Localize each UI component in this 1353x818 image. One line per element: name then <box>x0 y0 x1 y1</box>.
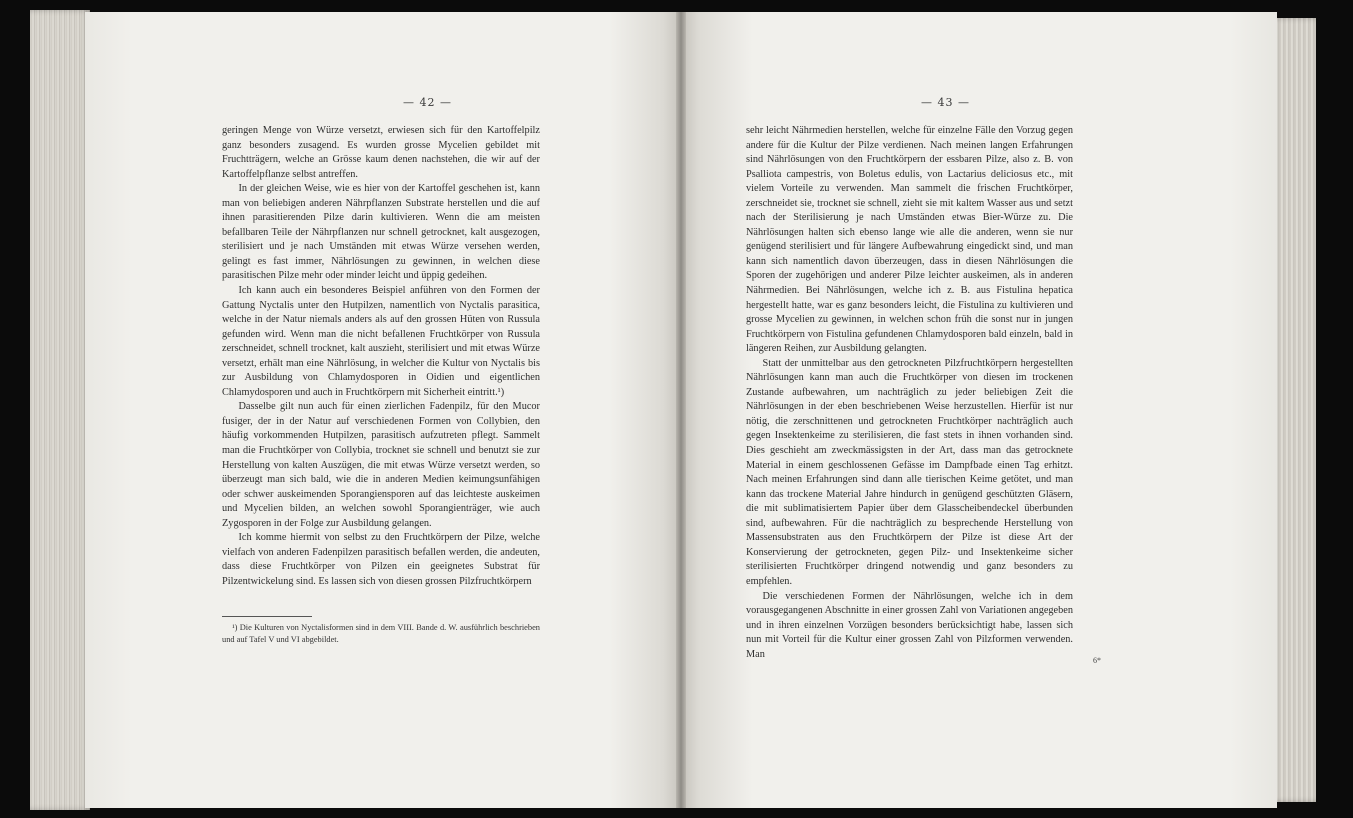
paragraph: Ich komme hiermit von selbst zu den Fruchtkörpern der Pilze, welche vielfach von anderen Fadenpilzen parasitisch befallen werden, die andeuten, dass diese Fruchtkörper von Pilzen ein geeignetes Substrat für Pilzentwickelung sind. Es lassen sich von diesen grossen Pilzfruchtkörpern <box>222 532 540 587</box>
right-page <box>681 12 1277 808</box>
book-gutter <box>676 12 686 808</box>
footnote: ¹) Die Kulturen von Nyctalisformen sind in dem VIII. Bande d. W. ausführlich beschrieben und auf Tafel V und VI abgebildet. <box>222 623 540 644</box>
paragraph: Die verschiedenen Formen der Nährlösungen, welche ich in dem vorausgegangenen Abschnitte in einer grossen Zahl von Variationen angegeben und in ihren einzelnen Vorzügen besonders berücksichtigt habe, lassen sich nun mit Vorteil für die Kultur einer grossen Zahl von Pilzformen verwenden. Man <box>746 590 1073 660</box>
left-page-edges <box>30 10 90 810</box>
page-number-left: — 42 — <box>403 96 452 109</box>
paragraph: sehr leicht Nährmedien herstellen, welche für einzelne Fälle den Vorzug gegen andere für die Kultur der Pilze verdienen. Nach meinen langen Erfahrungen sind Nährlösungen von den Fruchtkörpern der essbaren Pilze, also z. B. von Psalliota campestris, von Boletus edulis, von Lactarius deliciosus etc., mit vielem Vorteile zu verwenden. Man sammelt die frischen Fruchtkörper, zerschneidet sie, trocknet sie schnell, zieht sie mit kaltem Wasser aus und setzt nach der Sterilisierung je nach Umständen etwas Bier-Würze zu. Die Nährlösungen halten sich ebenso lange wie alle die anderen, wenn sie nur genügend sterilisiert und für längere Aufbewahrung eingedickt sind, und man kann sich namentlich davon überzeugen, dass in diesen Nährlösungen die Sporen der zugehörigen und anderer Pilze leichter auskeimen, als in anderen Nährmedien. Bei Nährlösungen, welche ich z. B. aus Fistulina hepatica hergestellt hatte, war es ganz besonders leicht, die Fistulina zu kultivieren und grosse Mycelien zu gewinnen, in welchen schon früh die sonst nur in jungen Fruchtkörpern von Fistulina gefundenen Chlamydosporen bald einzeln, bald in längeren Reihen, zur Ausbildung gelangten. <box>746 125 1073 355</box>
printer-signature: 6* <box>1093 656 1101 665</box>
footnote-divider <box>222 616 312 617</box>
page-number-right: — 43 — <box>921 96 970 109</box>
left-page <box>85 12 681 808</box>
paragraph: In der gleichen Weise, wie es hier von der Kartoffel geschehen ist, kann man von beliebigen anderen Nährpflanzen Substrate herstellen und die auf ihnen parasitierenden Pilze darin kultivieren. Wenn die am meisten befallbaren Teile der Nährpflanzen nur schnell getrocknet, kalt ausgezogen, sterilisiert und je nach Umständen mit etwas Würze versehen werden, gelingt es fast immer, Nährlösungen zu gewinnen, in welchen diese parasitischen Pilze mehr oder minder leicht und üppig gedeihen. <box>222 183 540 282</box>
right-page-body <box>746 124 1073 662</box>
paragraph: geringen Menge von Würze versetzt, erwiesen sich für den Kartoffelpilz ganz besonders zusagend. Es wurden grosse Mycelien gebildet mit Fruchtträgern, welche an Grösse kaum denen nachstehen, die wir auf der Kartoffelpflanze selbst antreffen. <box>222 125 540 180</box>
paragraph: Ich kann auch ein besonderes Beispiel anführen von den Formen der Gattung Nyctalis unter den Hutpilzen, namentlich von Nyctalis parasitica, welche in der Natur niemals anders als auf den grossen Hüten von Russula gefunden wird. Wenn man die nicht befallenen Fruchtkörper von Russula zerschneidet, schnell trocknet, kalt auszieht, sterilisiert und mit etwas Würze versetzt, erhält man eine Nährlösung, in welcher die Kultur von Nyctalis bis zur Ausbildung von Chlamydosporen in Oidien und eigentlichen Chlamydosporen und auch in Fruchtkörpern mit Sicherheit eintritt.¹) <box>222 285 540 398</box>
paragraph: Statt der unmittelbar aus den getrockneten Pilzfruchtkörpern hergestellten Nährlösungen kann man auch die Fruchtkörper von diesen im trockenen Zustande aufbewahren, um nachträglich zu jeder beliebigen Zeit die Nährlösungen in der eben beschriebenen Weise herzustellen. Hierfür ist nur nötig, die zerschnittenen und getrockneten Fruchtkörper nachträglich auch gegen Insektenkeime zu sterilisieren, die fast stets in ihnen vorhanden sind. Dies geschieht am zweckmässigsten in der Art, dass man das getrocknete Material in einem geschlossenen Gefässe im Dampfbade einen Tag erhitzt. Nach meinen Erfahrungen sind dann alle tierischen Keime getötet, und man kann das trockene Material Jahre hindurch in genügend geschützten Gläsern, die mit sublimatisiertem Papier über dem Glasscheibendeckel überbunden sind, aufbewahren. Für die nachträglich zu besprechende Herstellung von Massensubstraten aus den Fruchtkörpern der Pilze ist diese Art der Konservierung der getrockneten, gegen Pilz- und Insektenkeime sicher sterilisierten Fruchtkörper dringend notwendig und ganz besonders zu empfehlen. <box>746 357 1073 587</box>
left-page-body <box>222 124 540 590</box>
paragraph: Dasselbe gilt nun auch für einen zierlichen Fadenpilz, für den Mucor fusiger, der in der Natur auf verschiedenen Formen von Collybien, den häufig vorkommenden Hutpilzen, parasitisch aufzutreten pflegt. Sammelt man die Fruchtkörper von Collybia, trocknet sie schnell und benutzt sie zur Herstellung von kalten Auszügen, die mit etwas Würze versetzt werden, so überzeugt man sich bald, wie die in anderen Medien keimungsunfähigen oder schwer auskeimenden Sporangiensporen auf das leichteste auskeimen und Mycelien bilden, an welchen sowohl Sporangienträger, wie auch Zygosporen in der Folge zur Ausbildung gelangen. <box>222 401 540 529</box>
